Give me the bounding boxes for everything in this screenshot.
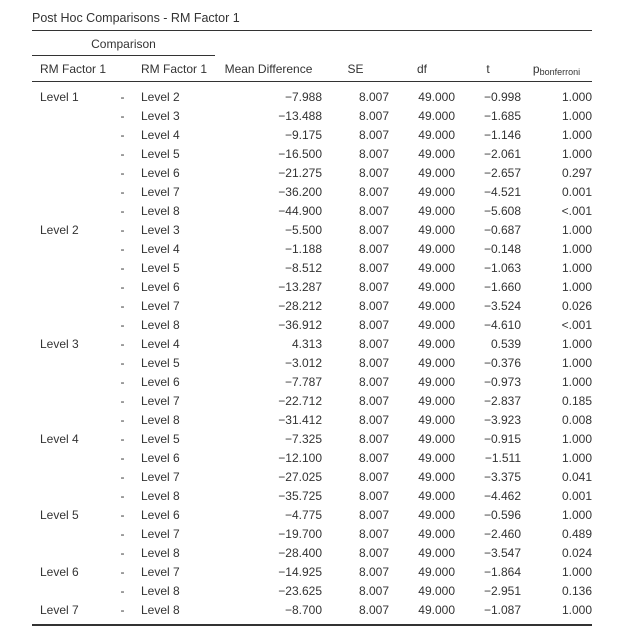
cell-p-bonferroni: 1.000	[561, 602, 592, 617]
cell-se: 8.007	[358, 450, 389, 465]
cell-t: −0.376	[483, 355, 521, 370]
cell-se: 8.007	[358, 564, 389, 579]
cell-se: 8.007	[358, 602, 389, 617]
cell-se: 8.007	[358, 298, 389, 313]
cell-mean-difference: −7.988	[284, 89, 322, 104]
table-row	[32, 315, 592, 334]
p-symbol: p	[532, 61, 540, 76]
cell-factor-a	[32, 144, 112, 163]
cell-t: −0.915	[483, 431, 521, 446]
cell-factor-a	[32, 524, 112, 543]
cell-p-bonferroni: 0.001	[561, 184, 592, 199]
cell-p-bonferroni: 1.000	[561, 355, 592, 370]
cell-separator: -	[120, 146, 125, 161]
cell-mean-difference: −8.700	[284, 602, 322, 617]
cell-p-bonferroni: 1.000	[561, 260, 592, 275]
cell-t: −1.511	[484, 450, 521, 465]
cell-factor-a	[32, 258, 112, 277]
cell-separator: -	[120, 108, 125, 123]
cell-separator: -	[120, 298, 125, 313]
cell-df: 49.000	[418, 127, 455, 142]
cell-mean-difference: −31.412	[278, 412, 322, 427]
cell-factor-a	[32, 410, 112, 429]
post-hoc-table	[32, 59, 592, 619]
table-row	[32, 125, 592, 144]
cell-p-bonferroni: 0.008	[561, 412, 592, 427]
header-rule	[32, 81, 592, 82]
cell-factor-b: Level 7	[141, 393, 180, 408]
cell-se: 8.007	[358, 146, 389, 161]
cell-df: 49.000	[418, 602, 455, 617]
table-row	[32, 429, 592, 448]
cell-separator: -	[120, 583, 125, 598]
col-header-df: df	[416, 62, 427, 76]
cell-df: 49.000	[418, 355, 455, 370]
cell-separator: -	[120, 241, 125, 256]
table-row	[32, 581, 592, 600]
cell-mean-difference: −21.275	[278, 165, 322, 180]
cell-p-bonferroni: 0.489	[561, 526, 592, 541]
cell-separator: -	[120, 336, 125, 351]
cell-factor-b: Level 4	[141, 336, 180, 351]
cell-df: 49.000	[418, 450, 455, 465]
cell-se: 8.007	[358, 317, 389, 332]
cell-factor-b: Level 5	[141, 355, 180, 370]
cell-se: 8.007	[358, 507, 389, 522]
top-rule	[32, 30, 592, 31]
table-title: Post Hoc Comparisons - RM Factor 1	[32, 11, 240, 25]
cell-p-bonferroni: 1.000	[561, 564, 592, 579]
p-subscript: bonferroni	[539, 66, 581, 77]
col-header-factor-a: RM Factor 1	[40, 62, 107, 76]
cell-factor-b: Level 3	[141, 222, 180, 237]
cell-t: −0.687	[483, 222, 521, 237]
cell-factor-a	[32, 125, 112, 144]
cell-p-bonferroni: 0.026	[561, 298, 592, 313]
cell-mean-difference: −22.712	[278, 393, 322, 408]
cell-se: 8.007	[358, 89, 389, 104]
cell-separator: -	[120, 412, 125, 427]
cell-separator: -	[120, 431, 125, 446]
cell-t: −2.951	[483, 583, 521, 598]
cell-t: −5.608	[483, 203, 521, 218]
cell-t: −2.837	[483, 393, 521, 408]
cell-df: 49.000	[418, 298, 455, 313]
cell-df: 49.000	[418, 184, 455, 199]
cell-t: −1.063	[483, 260, 521, 275]
table-row	[32, 505, 592, 524]
cell-factor-b: Level 6	[141, 450, 180, 465]
cell-factor-b: Level 6	[141, 279, 180, 294]
col-header-mean-difference: Mean Difference	[224, 62, 313, 76]
cell-t: −4.610	[483, 317, 521, 332]
cell-factor-a	[32, 581, 112, 600]
cell-p-bonferroni: 1.000	[561, 146, 592, 161]
cell-mean-difference: −7.787	[284, 374, 322, 389]
cell-se: 8.007	[358, 184, 389, 199]
cell-df: 49.000	[418, 545, 455, 560]
cell-p-bonferroni: 0.297	[561, 165, 592, 180]
cell-factor-a	[32, 182, 112, 201]
table-row	[32, 562, 592, 581]
cell-separator: -	[120, 564, 125, 579]
cell-df: 49.000	[418, 260, 455, 275]
cell-mean-difference: −28.400	[278, 545, 322, 560]
table-row	[32, 79, 592, 106]
cell-mean-difference: −35.725	[278, 488, 322, 503]
cell-p-bonferroni: 1.000	[561, 222, 592, 237]
cell-factor-b: Level 2	[141, 89, 180, 104]
cell-factor-b: Level 8	[141, 545, 180, 560]
cell-separator: -	[120, 545, 125, 560]
cell-factor-a: Level 5	[40, 507, 79, 522]
table-row	[32, 372, 592, 391]
cell-factor-a	[32, 296, 112, 315]
cell-factor-a	[32, 201, 112, 220]
cell-mean-difference: −3.012	[284, 355, 322, 370]
bottom-rule	[32, 624, 592, 626]
table-row	[32, 543, 592, 562]
cell-se: 8.007	[358, 545, 389, 560]
cell-se: 8.007	[358, 165, 389, 180]
comparison-group-rule	[32, 55, 215, 56]
cell-mean-difference: −27.025	[278, 469, 322, 484]
cell-p-bonferroni: <.001	[561, 203, 592, 218]
cell-t: −2.061	[483, 146, 521, 161]
cell-p-bonferroni: 1.000	[561, 374, 592, 389]
table-row	[32, 467, 592, 486]
table-row	[32, 410, 592, 429]
cell-se: 8.007	[358, 393, 389, 408]
cell-factor-b: Level 6	[141, 374, 180, 389]
cell-se: 8.007	[358, 412, 389, 427]
table-row	[32, 353, 592, 372]
cell-factor-a	[32, 106, 112, 125]
table-row	[32, 182, 592, 201]
cell-mean-difference: −44.900	[278, 203, 322, 218]
cell-df: 49.000	[418, 431, 455, 446]
cell-separator: -	[120, 526, 125, 541]
cell-se: 8.007	[358, 526, 389, 541]
cell-df: 49.000	[418, 393, 455, 408]
cell-t: −1.660	[483, 279, 521, 294]
cell-se: 8.007	[358, 336, 389, 351]
cell-df: 49.000	[418, 146, 455, 161]
table-row	[32, 239, 592, 258]
cell-factor-a	[32, 353, 112, 372]
cell-df: 49.000	[418, 412, 455, 427]
cell-t: −3.375	[483, 469, 521, 484]
cell-separator: -	[120, 317, 125, 332]
cell-factor-a: Level 3	[40, 336, 79, 351]
cell-separator: -	[120, 602, 125, 617]
cell-p-bonferroni: 0.185	[561, 393, 592, 408]
cell-df: 49.000	[418, 583, 455, 598]
cell-mean-difference: −7.325	[284, 431, 322, 446]
cell-mean-difference: −12.100	[278, 450, 322, 465]
cell-factor-b: Level 5	[141, 260, 180, 275]
cell-factor-a: Level 1	[40, 89, 79, 104]
cell-p-bonferroni: 1.000	[561, 108, 592, 123]
cell-df: 49.000	[418, 507, 455, 522]
cell-factor-b: Level 4	[141, 127, 180, 142]
cell-factor-b: Level 3	[141, 108, 180, 123]
cell-t: −2.460	[483, 526, 521, 541]
cell-separator: -	[120, 450, 125, 465]
cell-df: 49.000	[418, 564, 455, 579]
cell-df: 49.000	[418, 488, 455, 503]
cell-p-bonferroni: 1.000	[561, 507, 592, 522]
header-row	[32, 59, 592, 79]
table-row	[32, 391, 592, 410]
cell-factor-a	[32, 543, 112, 562]
cell-factor-b: Level 6	[141, 165, 180, 180]
cell-mean-difference: −23.625	[278, 583, 322, 598]
cell-df: 49.000	[418, 203, 455, 218]
cell-separator: -	[120, 127, 125, 142]
cell-factor-a	[32, 277, 112, 296]
table-row	[32, 600, 592, 619]
cell-t: −0.596	[483, 507, 521, 522]
cell-mean-difference: −28.212	[278, 298, 322, 313]
cell-separator: -	[120, 279, 125, 294]
cell-separator: -	[120, 488, 125, 503]
cell-t: −0.998	[483, 89, 521, 104]
cell-df: 49.000	[418, 279, 455, 294]
cell-se: 8.007	[358, 127, 389, 142]
cell-df: 49.000	[418, 374, 455, 389]
cell-se: 8.007	[358, 222, 389, 237]
cell-p-bonferroni: 0.041	[561, 469, 592, 484]
cell-p-bonferroni: 1.000	[561, 241, 592, 256]
cell-se: 8.007	[358, 431, 389, 446]
cell-p-bonferroni: 1.000	[561, 450, 592, 465]
cell-separator: -	[120, 507, 125, 522]
cell-p-bonferroni: 0.024	[561, 545, 592, 560]
cell-factor-b: Level 6	[141, 507, 180, 522]
cell-t: −3.524	[483, 298, 521, 313]
cell-mean-difference: 4.313	[291, 336, 322, 351]
col-header-separator	[112, 59, 133, 79]
cell-separator: -	[120, 165, 125, 180]
col-header-factor-b: RM Factor 1	[141, 62, 208, 76]
cell-se: 8.007	[358, 279, 389, 294]
cell-se: 8.007	[358, 241, 389, 256]
cell-separator: -	[120, 355, 125, 370]
cell-se: 8.007	[358, 374, 389, 389]
col-header-t: t	[486, 62, 490, 76]
cell-separator: -	[120, 89, 125, 104]
cell-t: −3.923	[483, 412, 521, 427]
cell-df: 49.000	[418, 108, 455, 123]
cell-factor-b: Level 8	[141, 412, 180, 427]
cell-factor-b: Level 8	[141, 488, 180, 503]
cell-separator: -	[120, 184, 125, 199]
cell-df: 49.000	[418, 165, 455, 180]
cell-se: 8.007	[358, 108, 389, 123]
cell-t: −0.148	[483, 241, 521, 256]
cell-separator: -	[120, 260, 125, 275]
cell-factor-b: Level 7	[141, 564, 180, 579]
cell-factor-b: Level 8	[141, 203, 180, 218]
cell-df: 49.000	[418, 241, 455, 256]
cell-factor-a	[32, 163, 112, 182]
cell-se: 8.007	[358, 203, 389, 218]
cell-factor-a	[32, 239, 112, 258]
cell-p-bonferroni: 1.000	[561, 431, 592, 446]
col-header-se: SE	[347, 62, 364, 76]
cell-mean-difference: −14.925	[278, 564, 322, 579]
cell-p-bonferroni: 1.000	[561, 127, 592, 142]
cell-factor-b: Level 8	[141, 317, 180, 332]
cell-mean-difference: −36.200	[278, 184, 322, 199]
cell-factor-b: Level 7	[141, 298, 180, 313]
table-row	[32, 334, 592, 353]
cell-separator: -	[120, 222, 125, 237]
table-row	[32, 220, 592, 239]
cell-df: 49.000	[418, 89, 455, 104]
cell-factor-a: Level 7	[40, 602, 79, 617]
cell-df: 49.000	[418, 526, 455, 541]
cell-p-bonferroni: <.001	[561, 317, 592, 332]
comparison-group-header: Comparison	[91, 37, 156, 51]
cell-p-bonferroni: 0.001	[561, 488, 592, 503]
cell-mean-difference: −4.775	[284, 507, 322, 522]
table-row	[32, 277, 592, 296]
table-body	[32, 79, 592, 619]
table-row	[32, 201, 592, 220]
cell-separator: -	[120, 374, 125, 389]
table-row	[32, 486, 592, 505]
table-row	[32, 258, 592, 277]
cell-t: −1.864	[483, 564, 521, 579]
cell-t: 0.539	[490, 336, 521, 351]
cell-t: −1.685	[483, 108, 521, 123]
table-row	[32, 144, 592, 163]
cell-factor-b: Level 5	[141, 431, 180, 446]
cell-se: 8.007	[358, 355, 389, 370]
cell-mean-difference: −13.488	[278, 108, 322, 123]
cell-mean-difference: −1.188	[284, 241, 322, 256]
cell-t: −1.087	[483, 602, 521, 617]
cell-se: 8.007	[358, 469, 389, 484]
cell-t: −1.146	[483, 127, 521, 142]
cell-t: −4.521	[483, 184, 521, 199]
cell-t: −4.462	[483, 488, 521, 503]
cell-mean-difference: −9.175	[284, 127, 322, 142]
table-row	[32, 448, 592, 467]
cell-df: 49.000	[418, 469, 455, 484]
cell-se: 8.007	[358, 583, 389, 598]
cell-t: −3.547	[483, 545, 521, 560]
cell-p-bonferroni: 1.000	[561, 279, 592, 294]
cell-factor-b: Level 4	[141, 241, 180, 256]
cell-mean-difference: −13.287	[278, 279, 322, 294]
cell-factor-a: Level 4	[40, 431, 79, 446]
cell-p-bonferroni: 1.000	[561, 89, 592, 104]
cell-separator: -	[120, 203, 125, 218]
cell-factor-b: Level 5	[141, 146, 180, 161]
cell-separator: -	[120, 469, 125, 484]
cell-factor-a	[32, 391, 112, 410]
cell-factor-a	[32, 486, 112, 505]
cell-mean-difference: −16.500	[278, 146, 322, 161]
cell-factor-b: Level 8	[141, 583, 180, 598]
cell-df: 49.000	[418, 336, 455, 351]
cell-se: 8.007	[358, 260, 389, 275]
table-row	[32, 106, 592, 125]
cell-mean-difference: −5.500	[284, 222, 322, 237]
cell-se: 8.007	[358, 488, 389, 503]
cell-df: 49.000	[418, 222, 455, 237]
cell-factor-a: Level 6	[40, 564, 79, 579]
cell-factor-b: Level 7	[141, 526, 180, 541]
cell-factor-a	[32, 448, 112, 467]
cell-mean-difference: −36.912	[278, 317, 322, 332]
cell-t: −2.657	[483, 165, 521, 180]
cell-df: 49.000	[418, 317, 455, 332]
cell-factor-a	[32, 315, 112, 334]
cell-factor-b: Level 7	[141, 469, 180, 484]
cell-factor-a	[32, 372, 112, 391]
cell-p-bonferroni: 0.136	[561, 583, 592, 598]
cell-factor-a	[32, 467, 112, 486]
cell-factor-b: Level 7	[141, 184, 180, 199]
cell-factor-a: Level 2	[40, 222, 79, 237]
cell-factor-b: Level 8	[141, 602, 180, 617]
table-row	[32, 163, 592, 182]
cell-mean-difference: −19.700	[278, 526, 322, 541]
table-row	[32, 524, 592, 543]
cell-separator: -	[120, 393, 125, 408]
cell-t: −0.973	[483, 374, 521, 389]
cell-mean-difference: −8.512	[284, 260, 322, 275]
cell-p-bonferroni: 1.000	[561, 336, 592, 351]
table-row	[32, 296, 592, 315]
col-header-p-bonferroni	[521, 59, 592, 79]
